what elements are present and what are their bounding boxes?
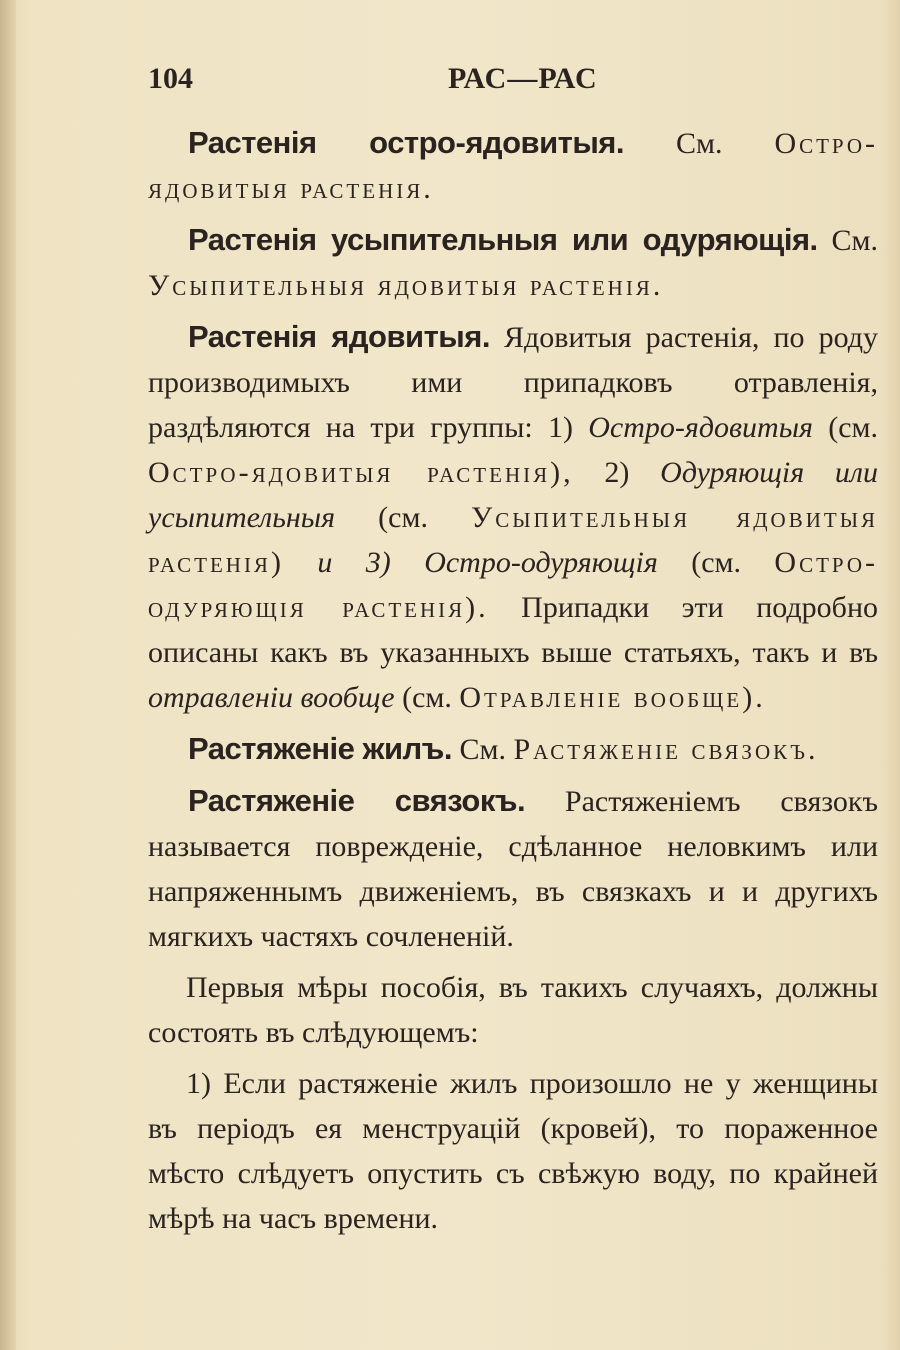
running-head: РАС—РАС [448, 62, 598, 95]
emphasis-text: отравленіи вообще [148, 681, 395, 714]
group-name: Остро-одуряющія [424, 546, 658, 579]
page-gutter [0, 0, 16, 1350]
see-label: См. [831, 224, 878, 257]
page-header [148, 62, 878, 102]
group-number: и 3) [317, 546, 391, 579]
page-number: 104 [148, 62, 193, 95]
see-label: (см. [402, 681, 452, 714]
paragraph-item-1: 1) Если растяженіе жилъ произошло не у женщины въ періодъ ея менструацій (кровей), то пораженное мѣсто слѣдуетъ опустить съ свѣжую воду, по крайней мѣрѣ на часъ времени. [148, 1067, 878, 1235]
entry-ostro-yadovitye [148, 120, 878, 211]
paragraph-first-measures: Первыя мѣры пособія, въ такихъ случаяхъ, должны состоять въ слѣдующемъ: [148, 971, 878, 1049]
see-label: (см. [378, 501, 428, 534]
group-name: Одуряющія или усыпительныя [148, 456, 879, 534]
see-label: (см. [691, 546, 741, 579]
cross-reference: Остро-одуряющія растенія). [148, 546, 879, 624]
cross-reference: Растяженіе связокъ. [513, 733, 819, 766]
entry-headword: Растяженіе связокъ. [188, 783, 526, 818]
cross-reference: Остро-ядовитыя растенія. [148, 127, 879, 205]
see-label: См. [675, 127, 723, 160]
entry-rastyazhenie-zhil [148, 726, 878, 772]
entry-text: Ядовитыя растенія, по роду производимыхъ ими припадковъ отравленія, раздѣляются на три группы: [148, 321, 878, 444]
group-number: 1) [548, 411, 573, 444]
see-label: (см. [828, 411, 879, 444]
group-number: 2) [604, 456, 630, 489]
entry-headword: Растенія усыпительныя или одуряющія. [188, 222, 818, 257]
entry-headword: Растенія ядовитыя. [188, 319, 490, 354]
cross-reference: Остро-ядовитыя растенія), [148, 456, 574, 489]
entry-usypitelnye [148, 217, 878, 308]
entry-text: Растяженіемъ связокъ называется поврежденіе, сдѣланное неловкимъ или напряженнымъ движеніемъ, въ связкахъ и и другихъ мягкихъ частяхъ сочлененій. [148, 785, 879, 953]
cross-reference: Усыпительныя ядовитыя растенія) [148, 501, 879, 579]
entry-text: Припадки эти подробно описаны какъ въ указанныхъ выше статьяхъ, такъ и въ [148, 591, 878, 669]
page-text [148, 120, 878, 1247]
cross-reference: Отравленіе вообще). [459, 681, 766, 714]
see-label: См. [459, 733, 506, 766]
group-name: Остро-ядовитыя [588, 411, 813, 444]
entry-rastyazhenie-svyazok [148, 778, 878, 959]
entry-headword: Растяженіе жилъ. [188, 731, 452, 766]
cross-reference: Усыпительныя ядовитыя растенія. [148, 269, 664, 302]
entry-yadovitye [148, 314, 878, 720]
entry-headword: Растенія остро-ядовитыя. [188, 125, 624, 160]
